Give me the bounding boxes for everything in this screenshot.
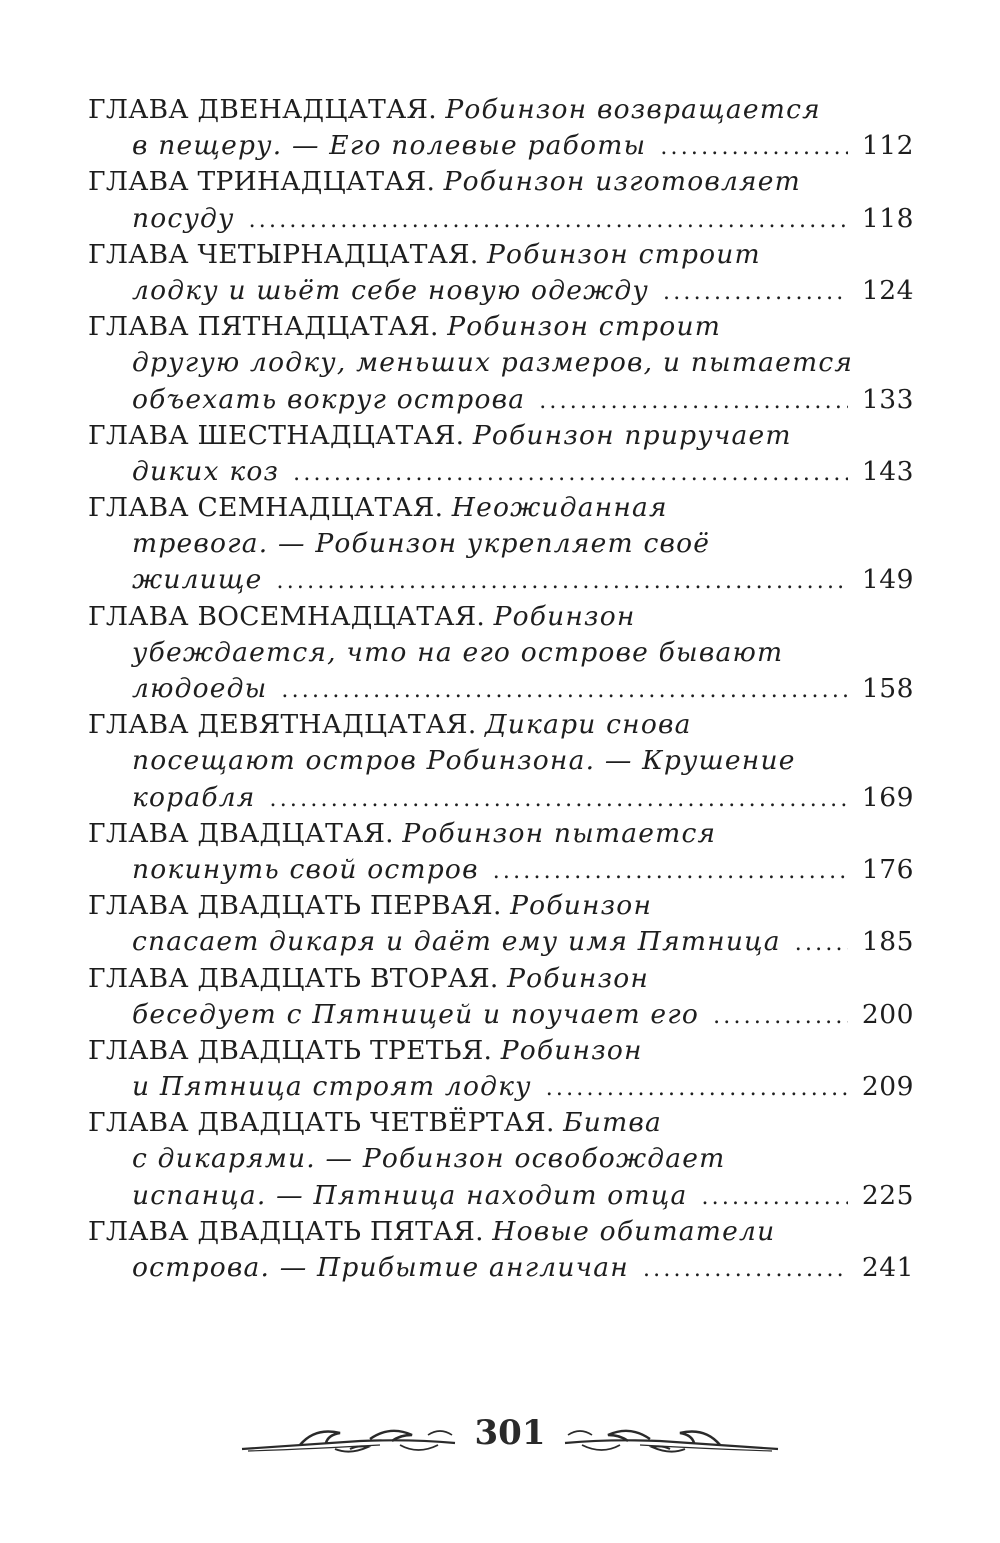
chapter-title: ГЛАВА ДВАДЦАТЬ ТРЕТЬЯ. <box>88 1034 493 1066</box>
chapter-title: ГЛАВА ЧЕТЫРНАДЦАТАЯ. <box>88 238 479 270</box>
chapter-description: Робинзон пытается <box>402 817 717 849</box>
page-ref: 133 <box>861 383 914 415</box>
page-ref: 200 <box>861 998 914 1030</box>
toc-entry <box>88 961 914 1033</box>
page-ref: 124 <box>861 274 914 306</box>
chapter-title: ГЛАВА ДВАДЦАТЬ ЧЕТВЁРТАЯ. <box>88 1107 555 1139</box>
page-ref: 143 <box>861 455 914 487</box>
toc-line <box>88 780 914 816</box>
dot-leader <box>795 926 848 960</box>
chapter-description: лодку и шьёт себе новую одежду <box>132 274 649 306</box>
toc-line <box>88 490 914 526</box>
toc-line <box>88 526 914 562</box>
dot-leader <box>293 456 848 490</box>
chapter-description: с дикарями. — Робинзон освобождает <box>132 1143 726 1175</box>
toc-entry <box>88 418 914 490</box>
dot-leader <box>663 275 848 309</box>
toc-line <box>88 961 914 997</box>
toc-line <box>88 1141 914 1177</box>
toc-line <box>88 92 914 128</box>
toc-line <box>88 1033 914 1069</box>
chapter-title: ГЛАВА ДВАДЦАТЬ ПЕРВАЯ. <box>88 890 502 922</box>
toc-line <box>88 635 914 671</box>
chapter-title: ГЛАВА ТРИНАДЦАТАЯ. <box>88 166 436 198</box>
dot-leader <box>277 564 848 598</box>
page-ref: 176 <box>861 853 914 885</box>
dot-leader <box>546 1071 848 1105</box>
page-ref: 209 <box>861 1071 914 1103</box>
chapter-description: в пещеру. — Его полевые работы <box>132 130 647 162</box>
dot-leader <box>643 1252 848 1286</box>
toc-line <box>88 924 914 960</box>
page-footer <box>240 1405 780 1475</box>
chapter-title: ГЛАВА ДВАДЦАТЬ ВТОРАЯ. <box>88 962 499 994</box>
chapter-title: ГЛАВА ВОСЕМНАДЦАТАЯ. <box>88 600 486 632</box>
dot-leader <box>249 203 848 237</box>
toc-line <box>88 852 914 888</box>
chapter-title: ГЛАВА ДВЕНАДЦАТАЯ. <box>88 94 437 125</box>
toc-line <box>88 128 914 164</box>
toc-entry <box>88 816 914 888</box>
chapter-description: покинуть свой остров <box>132 853 479 885</box>
toc-entry <box>88 490 914 599</box>
toc-line <box>88 418 914 454</box>
toc-line <box>88 816 914 852</box>
toc-line <box>88 671 914 707</box>
chapter-description: посуду <box>132 202 235 234</box>
toc-entry <box>88 237 914 309</box>
toc-line <box>88 1214 914 1250</box>
chapter-description: испанца. — Пятница находит отца <box>132 1179 688 1211</box>
table-of-contents <box>88 92 914 1286</box>
chapter-description: Робинзон <box>493 600 636 632</box>
chapter-description: Робинзон строит <box>487 238 761 270</box>
toc-line <box>88 562 914 598</box>
chapter-description: Робинзон <box>507 962 650 994</box>
chapter-title: ГЛАВА СЕМНАДЦАТАЯ. <box>88 492 444 524</box>
chapter-description: Неожиданная <box>451 492 668 524</box>
chapter-title: ГЛАВА ДВАДЦАТЬ ПЯТАЯ. <box>88 1215 484 1247</box>
chapter-description: спасает дикаря и даёт ему имя Пятница <box>132 926 781 958</box>
chapter-description: Новые обитатели <box>492 1215 776 1247</box>
chapter-description: беседует с Пятницей и поучает его <box>132 998 700 1030</box>
chapter-title: ГЛАВА ДЕВЯТНАДЦАТАЯ. <box>88 709 477 741</box>
dot-leader <box>270 782 848 816</box>
dot-leader <box>493 854 848 888</box>
chapter-description: Робинзон <box>500 1034 643 1066</box>
page-number: 301 <box>474 1413 546 1453</box>
toc-entry <box>88 1105 914 1214</box>
chapter-description: Робинзон изготовляет <box>443 166 801 198</box>
chapter-description: Битва <box>563 1107 663 1139</box>
page-ref: 185 <box>861 926 914 958</box>
chapter-description: убеждается, что на его острове бывают <box>132 636 784 668</box>
chapter-description: другую лодку, меньших размеров, и пытается <box>132 347 854 379</box>
toc-line <box>88 599 914 635</box>
chapter-description: тревога. — Робинзон укрепляет своё <box>132 528 711 560</box>
toc-line <box>88 1105 914 1141</box>
toc-entry <box>88 707 914 816</box>
chapter-description: жилище <box>132 564 263 596</box>
chapter-description: Дикари снова <box>485 709 692 741</box>
toc-entry <box>88 92 914 164</box>
dot-leader <box>660 130 848 164</box>
toc-line <box>88 707 914 743</box>
page-ref: 225 <box>861 1179 914 1211</box>
chapter-description: людоеды <box>132 673 268 704</box>
page-ref: 169 <box>861 781 914 813</box>
page-ref: 241 <box>861 1252 914 1283</box>
page-ref: 112 <box>861 130 914 162</box>
toc-line <box>88 345 914 381</box>
chapter-description: посещают остров Робинзона. — Крушение <box>132 745 796 777</box>
page-ref: 149 <box>861 564 914 596</box>
chapter-description: и Пятница строят лодку <box>132 1071 532 1103</box>
toc-entry <box>88 309 914 418</box>
toc-entry <box>88 888 914 960</box>
toc-entry <box>88 1033 914 1105</box>
chapter-description: Робинзон <box>510 890 653 922</box>
chapter-title: ГЛАВА ДВАДЦАТАЯ. <box>88 817 394 849</box>
dot-leader <box>713 999 848 1033</box>
toc-entry <box>88 599 914 708</box>
toc-line <box>88 237 914 273</box>
toc-line <box>88 201 914 237</box>
dot-leader <box>281 673 848 707</box>
toc-line <box>88 997 914 1033</box>
toc-line <box>88 1178 914 1214</box>
page-ref: 158 <box>861 673 914 704</box>
page-ref: 118 <box>861 202 914 234</box>
chapter-description: острова. — Прибытие англичан <box>132 1252 629 1283</box>
toc-entry <box>88 164 914 236</box>
dot-leader <box>701 1180 848 1214</box>
toc-line <box>88 1069 914 1105</box>
chapter-description: корабля <box>132 781 256 813</box>
toc-line <box>88 888 914 924</box>
toc-line <box>88 164 914 200</box>
chapter-description: объехать вокруг острова <box>132 383 526 415</box>
toc-line <box>88 1250 914 1286</box>
dot-leader <box>539 384 848 418</box>
toc-line <box>88 382 914 418</box>
chapter-description: Робинзон приручает <box>472 419 792 451</box>
toc-line <box>88 309 914 345</box>
chapter-description: диких коз <box>132 455 280 487</box>
toc-line <box>88 454 914 490</box>
chapter-description: Робинзон строит <box>447 311 722 343</box>
toc-line <box>88 743 914 779</box>
chapter-title: ГЛАВА ШЕСТНАДЦАТАЯ. <box>88 419 465 451</box>
chapter-description: Робинзон возвращается <box>445 94 821 125</box>
toc-entry <box>88 1214 914 1286</box>
toc-line <box>88 273 914 309</box>
chapter-title: ГЛАВА ПЯТНАДЦАТАЯ. <box>88 311 439 343</box>
